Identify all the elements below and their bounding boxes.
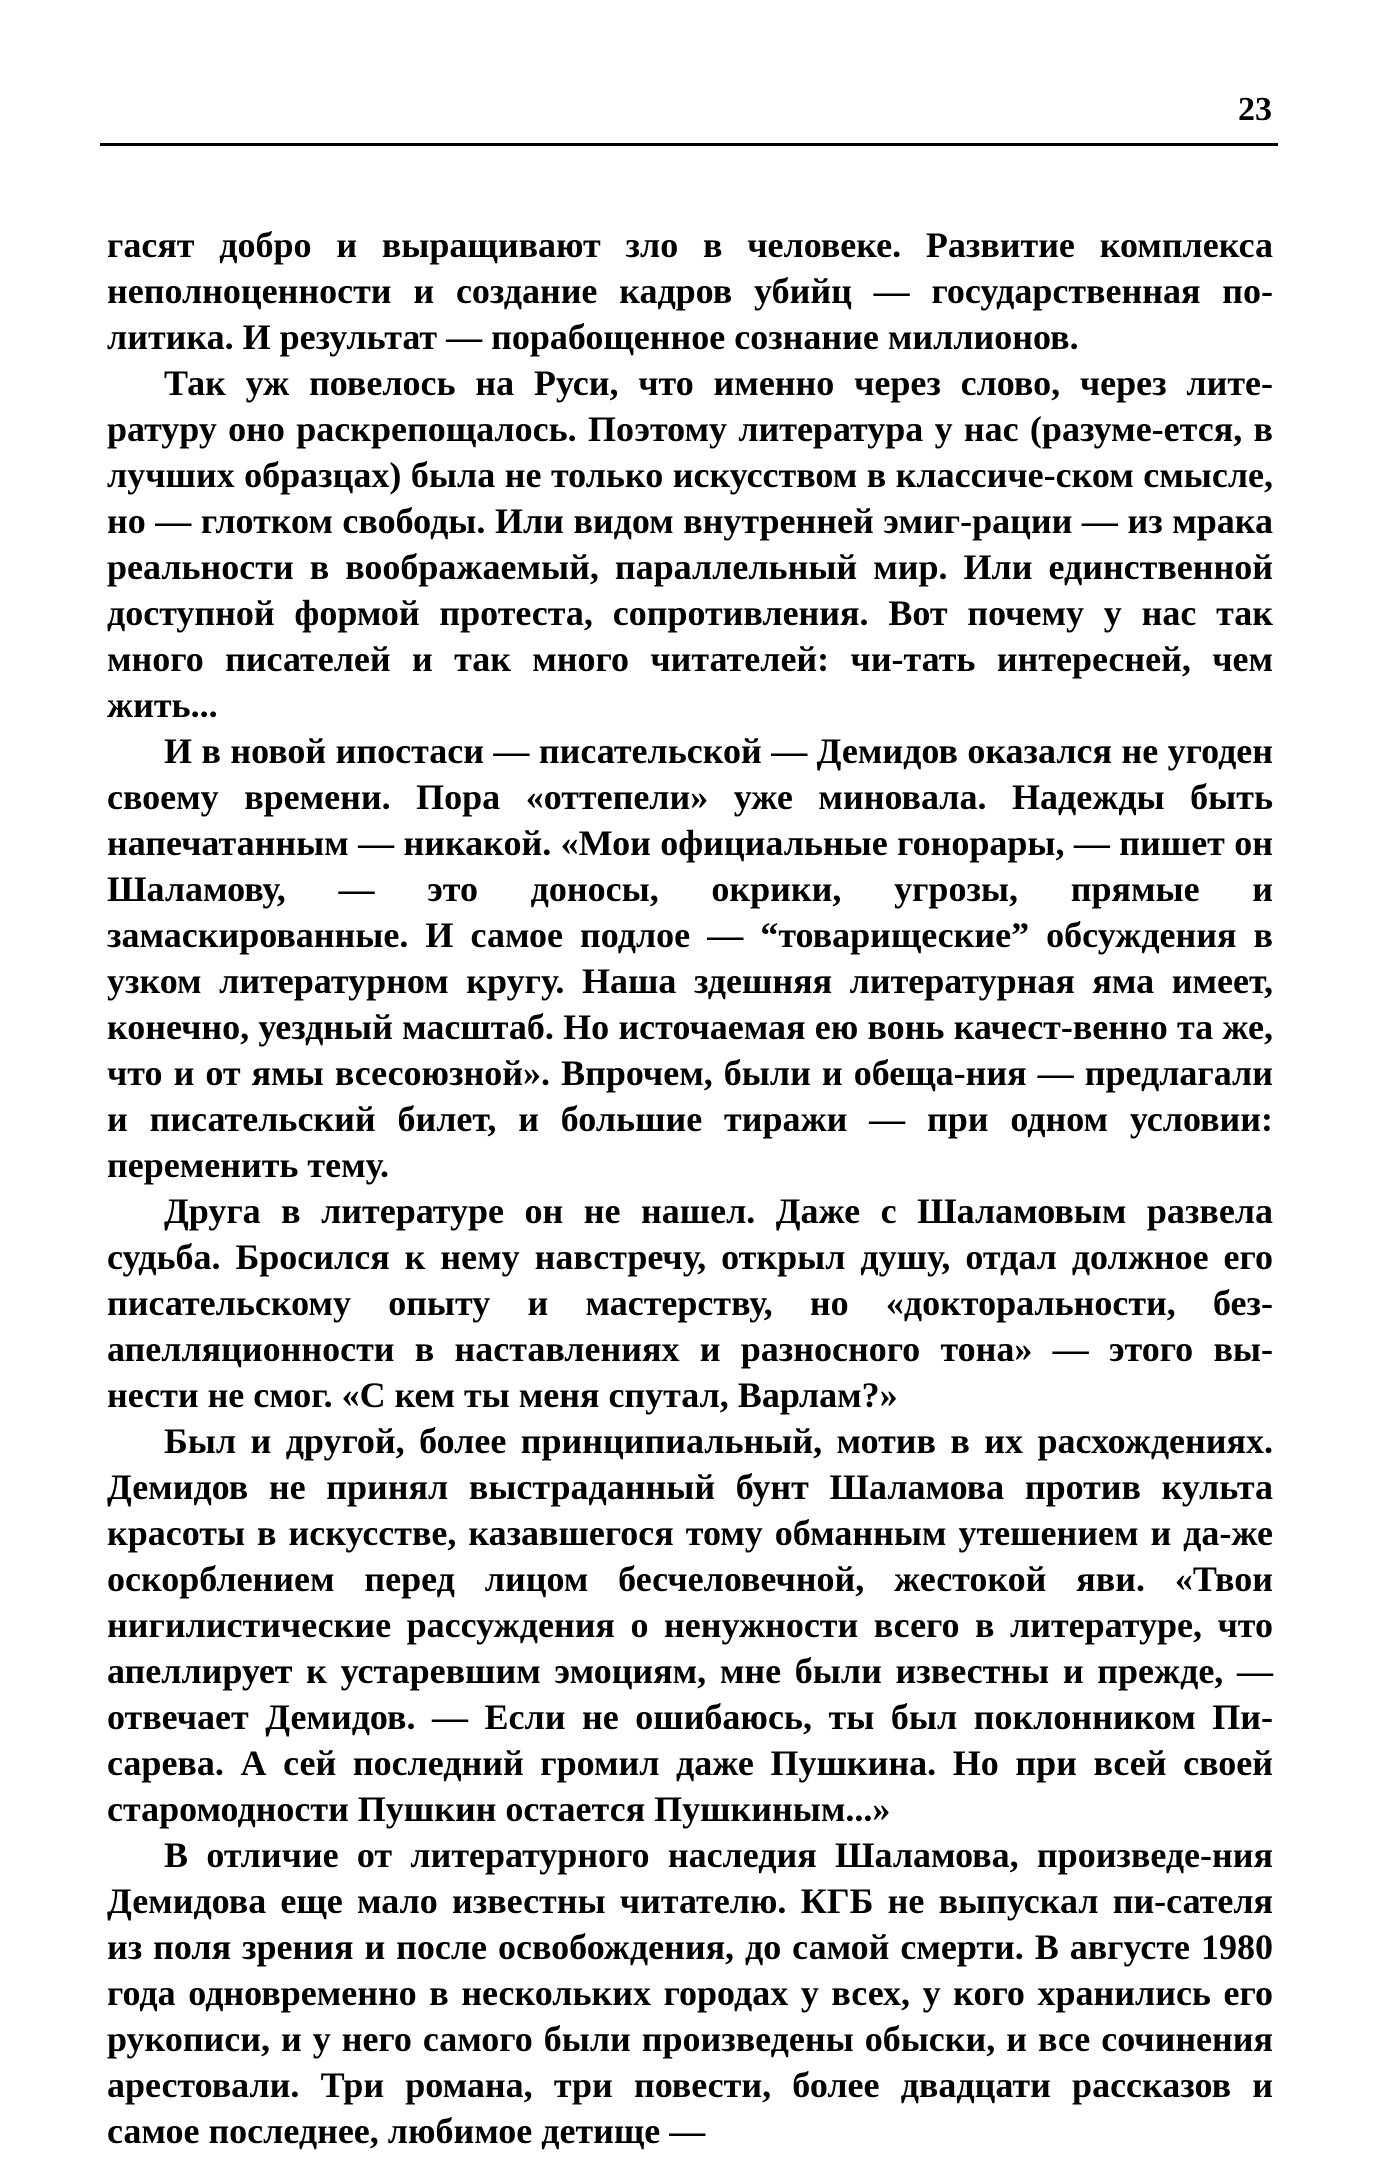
page-number: 23 xyxy=(1238,91,1272,128)
paragraph-4: Друга в литературе он не нашел. Даже с Шаламовым развела судьба. Бросился к нему навстречу, открыл душу, отдал должное его писательскому опыту и мастерству, но «докторальности, без-апелляционности в наставлениях и разносного тона» — этого вы-нести не смог. «С кем ты меня спутал, Варлам?» xyxy=(107,1191,1273,1415)
paragraph-2: Так уж повелось на Руси, что именно через слово, через лите-ратуру оно раскрепощалось. Поэтому литература у нас (разуме-ется, в лучших образцах) была не только искусством в классиче-ском смысле, но — глотком свободы. Или видом внутренней эмиг-рации — из мрака реальности в воображаемый, параллельный мир. Или единственной доступной формой протеста, сопротивления. Вот почему у нас так много писателей и так много читателей: чи-тать интересней, чем жить... xyxy=(107,363,1273,725)
paragraph-6: В отличие от литературного наследия Шаламова, произведе-ния Демидова еще мало известны читателю. КГБ не выпускал пи-сателя из поля зрения и после освобождения, до самой смерти. В августе 1980 года одновременно в нескольких городах у всех, у кого хранились его рукописи, и у него самого были произведены обыски, и все сочинения арестовали. Три романа, три повести, более двадцати рассказов и самое последнее, любимое детище — xyxy=(107,1835,1273,2151)
paragraph-5: Был и другой, более принципиальный, мотив в их расхождениях. Демидов не принял выстраданный бунт Шаламова против культа красоты в искусстве, казавшегося тому обманным утешением и да-же оскорблением перед лицом бесчеловечной, жестокой яви. «Твои нигилистические рассуждения о ненужности всего в литературе, что апеллирует к устаревшим эмоциям, мне были известны и прежде, — отвечает Демидов. — Если не ошибаюсь, ты был поклонником Пи-сарева. А сей последний громил даже Пушкина. Но при всей своей старомодности Пушкин остается Пушкиным...» xyxy=(107,1421,1273,1829)
page-text xyxy=(107,222,1273,2154)
header-rule xyxy=(100,143,1278,146)
paragraph-3: И в новой ипостаси — писательской — Демидов оказался не угоден своему времени. Пора «оттепели» уже миновала. Надежды быть напечатанным — никакой. «Мои официальные гонорары, — пишет он Шаламову, — это доносы, окрики, угрозы, прямые и замаскированные. И самое подлое — “товарищеские” обсуждения в узком литературном кругу. Наша здешняя литературная яма имеет, конечно, уездный масштаб. Но источаемая ею вонь качест-венно та же, что и от ямы всесоюзной». Впрочем, были и обеща-ния — предлагали и писательский билет, и большие тиражи — при одном условии: переменить тему. xyxy=(107,731,1273,1185)
paragraph-1: гасят добро и выращивают зло в человеке. Развитие комплекса неполноценности и создание кадров убийц — государственная по-литика. И результат — порабощенное сознание миллионов. xyxy=(107,225,1273,357)
